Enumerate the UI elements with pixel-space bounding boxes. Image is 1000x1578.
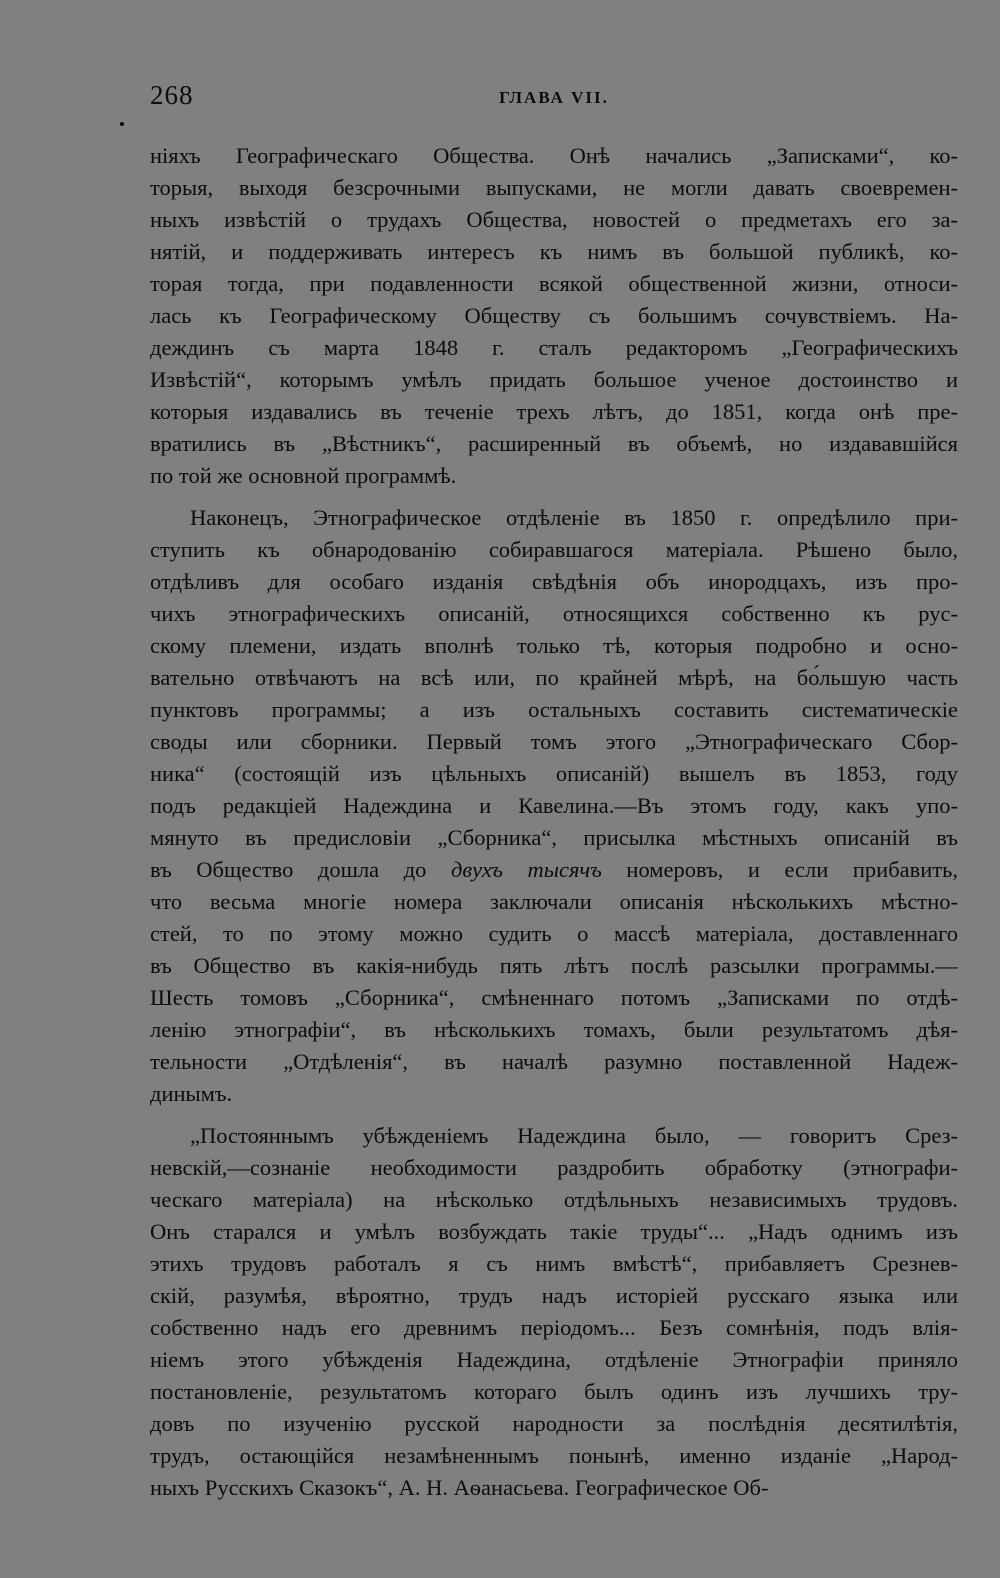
text-line: этихъ трудовъ работалъ я съ нимъ вмѣстѣ“, прибавляетъ Срезнев- <box>150 1251 958 1276</box>
text-line: пунктовъ программы; а изъ остальныхъ составить систематическіе <box>150 697 958 722</box>
paragraph <box>150 502 958 1110</box>
emphasized-text: двухъ тысячъ <box>451 857 602 882</box>
text-line: чихъ этнографическихъ описаній, относящихся собственно къ рус- <box>150 601 958 626</box>
text-line: ныхъ извѣстій о трудахъ Общества, новостей о предметахъ его за- <box>150 207 958 232</box>
text-line: собственно надъ его древнимъ періодомъ... Безъ сомнѣнія, подъ влія- <box>150 1315 958 1340</box>
text-line: скому племени, издать вполнѣ только тѣ, которыя подробно и осно- <box>150 633 958 658</box>
text-line: динымъ. <box>150 1081 233 1106</box>
text-line: лась къ Географическому Обществу съ большимъ сочувствіемъ. На- <box>150 303 958 328</box>
paragraph-gap <box>150 492 958 502</box>
text-line: „Постояннымъ убѣжденіемъ Надеждина было, — говоритъ Срез- <box>190 1123 958 1148</box>
text-line: трудъ, остающійся незамѣненнымъ понынѣ, именно изданіе „Народ- <box>150 1443 958 1468</box>
text-line: вратились въ „Вѣстникъ“, расширенный въ объемѣ, но издававшійся <box>150 431 958 456</box>
text-line: въ Общество дошла до двухъ тысячъ номеровъ, и если прибавить, <box>150 857 958 882</box>
text-line: Онъ старался и умѣлъ возбуждать такіе труды“... „Надъ однимъ изъ <box>150 1219 958 1244</box>
text-line: ступить къ обнародованію собиравшагося матеріала. Рѣшено было, <box>150 537 958 562</box>
text-line: ныхъ Русскихъ Сказокъ“, А. Н. Аѳанасьева. Географическое Об- <box>150 1475 769 1500</box>
text-line: тельности „Отдѣленія“, въ началѣ разумно поставленной Надеж- <box>150 1049 958 1074</box>
text-line: невскій,—сознаніе необходимости раздробить обработку (этнографи- <box>150 1155 958 1180</box>
running-head: ГЛАВА VII. <box>499 88 609 107</box>
text-line: по той же основной программѣ. <box>150 463 457 488</box>
text-line: своды или сборники. Первый томъ этого „Этнографическаго Сбор- <box>150 729 958 754</box>
ink-speck <box>120 122 124 126</box>
text-line: довъ по изученію русской народности за послѣднія десятилѣтія, <box>150 1411 958 1436</box>
text-line: которыя издавались въ теченіе трехъ лѣтъ, до 1851, когда онѣ пре- <box>150 399 958 424</box>
text-line: ческаго матеріала) на нѣсколько отдѣльныхъ независимыхъ трудовъ. <box>150 1187 958 1212</box>
text-line: Шесть томовъ „Сборника“, смѣненнаго потомъ „Записками по отдѣ- <box>150 985 958 1010</box>
text-line: нятій, и поддерживать интересъ къ нимъ въ большой публикѣ, ко- <box>150 239 958 264</box>
paragraph <box>150 140 958 492</box>
text-line: торыя, выходя безсрочными выпусками, не могли давать своевремен- <box>150 175 958 200</box>
paragraph-gap <box>150 1110 958 1120</box>
text-line: подъ редакціей Надеждина и Кавелина.—Въ этомъ году, какъ упо- <box>150 793 958 818</box>
text-line: отдѣливъ для особаго изданія свѣдѣнія объ инородцахъ, изъ про- <box>150 569 958 594</box>
page-header <box>150 80 958 120</box>
text-line: вательно отвѣчаютъ на всѣ или, по крайней мѣрѣ, на бо́льшую часть <box>150 665 958 690</box>
text-line: ніемъ этого убѣжденія Надеждина, отдѣленіе Этнографіи приняло <box>150 1347 958 1372</box>
body-text <box>150 140 958 1504</box>
text-line: Извѣстій“, которымъ умѣлъ придать большое ученое достоинство и <box>150 367 958 392</box>
text-line: торая тогда, при подавленности всякой общественной жизни, относи- <box>150 271 958 296</box>
text-line: стей, то по этому можно судить о массѣ матеріала, доставленнаго <box>150 921 958 946</box>
page-number: 268 <box>150 80 194 110</box>
text-line: что весьма многіе номера заключали описанія нѣсколькихъ мѣстно- <box>150 889 958 914</box>
text-line: ленію этнографіи“, въ нѣсколькихъ томахъ, были результатомъ дѣя- <box>150 1017 958 1042</box>
text-line: постановленіе, результатомъ котораго былъ одинъ изъ лучшихъ тру- <box>150 1379 958 1404</box>
paragraph <box>150 1120 958 1504</box>
text-line: ніяхъ Географическаго Общества. Онѣ начались „Записками“, ко- <box>150 143 958 168</box>
text-line: деждинъ съ марта 1848 г. сталъ редакторомъ „Географическихъ <box>150 335 958 360</box>
text-line: скій, разумѣя, вѣроятно, трудъ надъ исторіей русскаго языка или <box>150 1283 958 1308</box>
text-line: въ Общество въ какія-нибудь пять лѣтъ послѣ разсылки программы.— <box>150 953 958 978</box>
text-line: мянуто въ предисловіи „Сборника“, присылка мѣстныхъ описаній въ <box>150 825 958 850</box>
text-line: Наконецъ, Этнографическое отдѣленіе въ 1850 г. опредѣлило при- <box>190 505 958 530</box>
text-line: ника“ (состоящій изъ цѣльныхъ описаній) вышелъ въ 1853, году <box>150 761 958 786</box>
